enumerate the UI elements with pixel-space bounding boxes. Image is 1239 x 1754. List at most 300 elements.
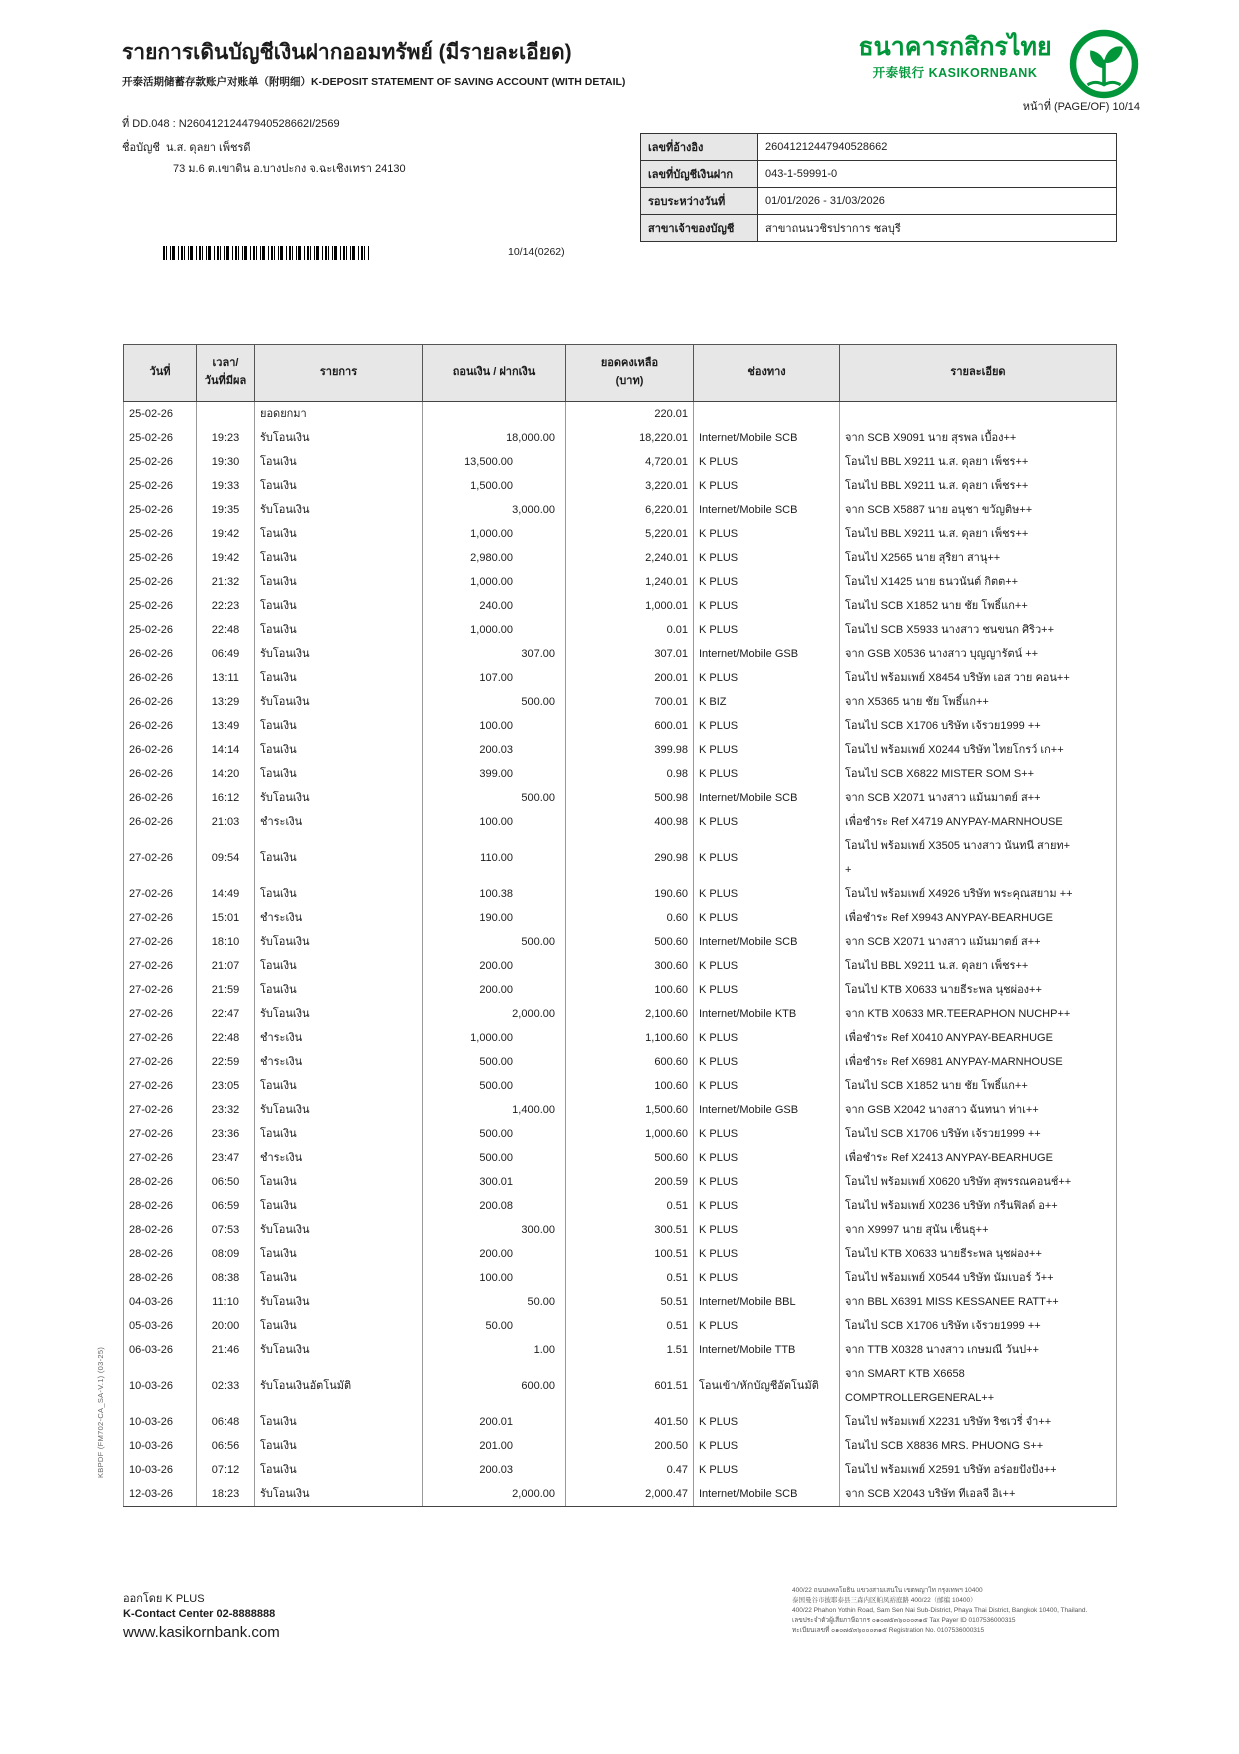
cell-balance: 200.01 [566,666,694,690]
cell-detail: โอนไป BBL X9211 น.ส. ดุลยา เพ็ชร++ [840,522,1117,546]
cell-channel: K PLUS [694,1050,840,1074]
cell-channel: K PLUS [694,906,840,930]
cell-amount: 200.01 [423,1410,566,1434]
col-header-detail: รายละเอียด [840,345,1117,402]
cell-time: 13:49 [197,714,255,738]
cell-transaction-type: รับโอนเงิน [255,930,423,954]
cell-amount: 500.00 [423,690,566,714]
table-row [124,1458,1117,1482]
cell-balance: 100.51 [566,1242,694,1266]
cell-balance: 1.51 [566,1338,694,1362]
table-row [124,834,1117,882]
info-label-reference: เลขที่อ้างอิง [641,134,758,161]
cell-channel: K PLUS [694,666,840,690]
cell-balance: 1,000.60 [566,1122,694,1146]
cell-time: 13:11 [197,666,255,690]
statement-table [123,344,1117,1507]
cell-time: 19:42 [197,546,255,570]
col-header-balance-line2: (บาท) [615,375,644,387]
cell-time: 21:46 [197,1338,255,1362]
table-row [124,786,1117,810]
cell-channel: K PLUS [694,810,840,834]
cell-time: 19:23 [197,426,255,450]
cell-transaction-type: รับโอนเงิน [255,426,423,450]
cell-detail: เพื่อชำระ Ref X9943 ANYPAY-BEARHUGE [840,906,1117,930]
cell-channel: K PLUS [694,834,840,882]
cell-amount: 300.00 [423,1218,566,1242]
cell-transaction-type: รับโอนเงินอัตโนมัติ [255,1362,423,1410]
table-row [124,810,1117,834]
cell-balance: 220.01 [566,402,694,427]
cell-channel: K PLUS [694,1410,840,1434]
cell-channel: K PLUS [694,618,840,642]
cell-time: 02:33 [197,1362,255,1410]
cell-balance: 307.01 [566,642,694,666]
page-subtitle: 开泰活期储蓄存款账户对账单（附明细）K-DEPOSIT STATEMENT OF SAVING ACCOUNT (WITH DETAIL) [122,76,626,88]
cell-transaction-type: โอนเงิน [255,1074,423,1098]
table-row [124,1266,1117,1290]
cell-channel: Internet/Mobile GSB [694,1098,840,1122]
cell-date: 26-02-26 [124,810,197,834]
table-row [124,882,1117,906]
info-row [641,134,1117,161]
account-block [122,138,406,180]
cell-transaction-type: ชำระเงิน [255,810,423,834]
cell-balance: 1,240.01 [566,570,694,594]
info-label-account-no: เลขที่บัญชีเงินฝาก [641,161,758,188]
cell-balance: 399.98 [566,738,694,762]
cell-channel: K PLUS [694,1146,840,1170]
cell-balance: 1,000.01 [566,594,694,618]
info-label-branch: สาขาเจ้าของบัญชี [641,215,758,242]
cell-channel: K PLUS [694,1194,840,1218]
cell-time: 06:50 [197,1170,255,1194]
cell-date: 25-02-26 [124,594,197,618]
cell-transaction-type: รับโอนเงิน [255,1098,423,1122]
table-row [124,1434,1117,1458]
cell-channel: K PLUS [694,762,840,786]
cell-detail: โอนไป พร้อมเพย์ X2231 บริษัท ริชเวรี่ จำ++ [840,1410,1117,1434]
cell-amount: 100.00 [423,810,566,834]
cell-amount: 1.00 [423,1338,566,1362]
cell-time: 22:23 [197,594,255,618]
cell-time: 22:48 [197,1026,255,1050]
cell-time: 09:54 [197,834,255,882]
cell-channel: Internet/Mobile SCB [694,426,840,450]
cell-channel: K PLUS [694,978,840,1002]
cell-date: 27-02-26 [124,954,197,978]
cell-transaction-type: โอนเงิน [255,762,423,786]
cell-time: 06:48 [197,1410,255,1434]
cell-time [197,402,255,427]
cell-detail [840,402,1117,427]
kasikornbank-logo-icon [1068,28,1140,100]
cell-channel: K PLUS [694,474,840,498]
cell-amount [423,402,566,427]
barcode [163,246,369,260]
cell-date: 27-02-26 [124,1050,197,1074]
table-row [124,1122,1117,1146]
cell-date: 27-02-26 [124,978,197,1002]
cell-time: 06:59 [197,1194,255,1218]
table-row [124,1218,1117,1242]
table-row [124,1098,1117,1122]
cell-detail: จาก BBL X6391 MISS KESSANEE RATT++ [840,1290,1117,1314]
cell-date: 27-02-26 [124,1026,197,1050]
table-row [124,1074,1117,1098]
cell-time: 22:59 [197,1050,255,1074]
table-row [124,1170,1117,1194]
cell-detail: โอนไป พร้อมเพย์ X8454 บริษัท เอส วาย คอน++ [840,666,1117,690]
cell-channel: K PLUS [694,1458,840,1482]
cell-balance: 200.50 [566,1434,694,1458]
cell-time: 14:49 [197,882,255,906]
cell-amount: 240.00 [423,594,566,618]
cell-transaction-type: โอนเงิน [255,594,423,618]
info-row [641,188,1117,215]
cell-time: 23:32 [197,1098,255,1122]
cell-amount: 1,000.00 [423,522,566,546]
cell-date: 10-03-26 [124,1458,197,1482]
col-header-type: รายการ [255,345,423,402]
cell-channel: K PLUS [694,1122,840,1146]
cell-amount: 13,500.00 [423,450,566,474]
cell-detail: จาก SCB X2071 นางสาว แม้นมาตย์ ส++ [840,786,1117,810]
cell-date: 10-03-26 [124,1434,197,1458]
cell-detail: โอนไป พร้อมเพย์ X3505 นางสาว นันทนี สายท+ + [840,834,1117,882]
cell-transaction-type: โอนเงิน [255,570,423,594]
page-number: หน้าที่ (PAGE/OF) 10/14 [1022,101,1140,113]
cell-date: 27-02-26 [124,930,197,954]
cell-time: 21:32 [197,570,255,594]
cell-channel: K PLUS [694,882,840,906]
cell-channel: K PLUS [694,738,840,762]
cell-date: 06-03-26 [124,1338,197,1362]
table-row [124,618,1117,642]
cell-balance: 0.47 [566,1458,694,1482]
cell-amount: 18,000.00 [423,426,566,450]
table-row [124,1050,1117,1074]
cell-time: 19:30 [197,450,255,474]
cell-amount: 100.38 [423,882,566,906]
cell-amount: 200.03 [423,1458,566,1482]
cell-detail: เพื่อชำระ Ref X6981 ANYPAY-MARNHOUSE [840,1050,1117,1074]
cell-channel: Internet/Mobile SCB [694,930,840,954]
cell-channel: K PLUS [694,1218,840,1242]
cell-amount: 1,000.00 [423,618,566,642]
cell-transaction-type: รับโอนเงิน [255,1002,423,1026]
cell-amount: 1,000.00 [423,1026,566,1050]
cell-balance: 2,240.01 [566,546,694,570]
cell-detail: โอนไป BBL X9211 น.ส. ดุลยา เพ็ชร++ [840,474,1117,498]
cell-time: 19:42 [197,522,255,546]
bank-name-block [852,28,1058,81]
cell-channel [694,402,840,427]
table-row [124,1146,1117,1170]
cell-date: 28-02-26 [124,1242,197,1266]
cell-channel: โอนเข้า/หักบัญชีอัตโนมัติ [694,1362,840,1410]
cell-detail: จาก SCB X9091 นาย สุรพล เบื้อง++ [840,426,1117,450]
info-value-reference: 26041212447940528662 [758,134,1117,161]
cell-amount: 100.00 [423,1266,566,1290]
table-row [124,1242,1117,1266]
cell-balance: 600.01 [566,714,694,738]
cell-date: 27-02-26 [124,1098,197,1122]
table-row [124,546,1117,570]
cell-transaction-type: ชำระเงิน [255,1146,423,1170]
cell-date: 26-02-26 [124,666,197,690]
cell-balance: 200.59 [566,1170,694,1194]
cell-amount: 200.00 [423,1242,566,1266]
cell-amount: 200.00 [423,978,566,1002]
cell-amount: 2,000.00 [423,1482,566,1507]
cell-time: 07:53 [197,1218,255,1242]
cell-date: 27-02-26 [124,1002,197,1026]
cell-transaction-type: โอนเงิน [255,1122,423,1146]
cell-amount: 107.00 [423,666,566,690]
cell-amount: 500.00 [423,1074,566,1098]
cell-amount: 500.00 [423,1122,566,1146]
cell-channel: Internet/Mobile KTB [694,1002,840,1026]
cell-time: 14:14 [197,738,255,762]
table-row [124,1026,1117,1050]
account-name: น.ส. ดุลยา เพ็ชรดี [166,142,251,154]
account-info-box [640,133,1117,242]
cell-detail: โอนไป KTB X0633 นายธีระพล นุชผ่อง++ [840,1242,1117,1266]
table-row [124,1362,1117,1410]
col-header-date: วันที่ [124,345,197,402]
cell-balance: 50.51 [566,1290,694,1314]
table-row [124,642,1117,666]
cell-date: 25-02-26 [124,426,197,450]
cell-balance: 5,220.01 [566,522,694,546]
header-title-block [122,36,742,89]
cell-date: 28-02-26 [124,1170,197,1194]
table-row [124,1338,1117,1362]
cell-date: 25-02-26 [124,450,197,474]
cell-transaction-type: โอนเงิน [255,1434,423,1458]
col-header-balance-line1: ยอดคงเหลือ [600,357,659,370]
table-row [124,1482,1117,1507]
table-row [124,666,1117,690]
account-name-label: ชื่อบัญชี [122,142,160,154]
cell-detail: จาก GSB X2042 นางสาว ฉันทนา ท่าเ++ [840,1098,1117,1122]
cell-time: 06:49 [197,642,255,666]
cell-time: 11:10 [197,1290,255,1314]
table-row [124,714,1117,738]
cell-time: 23:36 [197,1122,255,1146]
cell-channel: K PLUS [694,1074,840,1098]
col-header-time-line2: วันที่มีผล [204,375,247,387]
cell-time: 20:00 [197,1314,255,1338]
cell-time: 18:23 [197,1482,255,1507]
info-row [641,161,1117,188]
cell-amount: 1,400.00 [423,1098,566,1122]
cell-transaction-type: โอนเงิน [255,1194,423,1218]
cell-amount: 3,000.00 [423,498,566,522]
cell-date: 26-02-26 [124,642,197,666]
cell-date: 05-03-26 [124,1314,197,1338]
cell-amount: 200.08 [423,1194,566,1218]
cell-detail: เพื่อชำระ Ref X4719 ANYPAY-MARNHOUSE [840,810,1117,834]
cell-time: 23:47 [197,1146,255,1170]
cell-date: 26-02-26 [124,690,197,714]
cell-balance: 0.01 [566,618,694,642]
table-row [124,930,1117,954]
table-row [124,738,1117,762]
cell-detail: โอนไป พร้อมเพย์ X4926 บริษัท พระคุณสยาม ++ [840,882,1117,906]
cell-date: 25-02-26 [124,498,197,522]
cell-detail: โอนไป SCB X1706 บริษัท เจ้รวย1999 ++ [840,1314,1117,1338]
issued-by: ออกโดย K PLUS [123,1593,205,1605]
cell-amount: 100.00 [423,714,566,738]
cell-date: 12-03-26 [124,1482,197,1507]
cell-date: 27-02-26 [124,882,197,906]
cell-balance: 2,100.60 [566,1002,694,1026]
table-row [124,762,1117,786]
cell-channel: K PLUS [694,570,840,594]
cell-transaction-type: โอนเงิน [255,618,423,642]
cell-channel: K PLUS [694,1170,840,1194]
cell-amount: 399.00 [423,762,566,786]
cell-detail: จาก TTB X0328 นางสาว เกษมณี วันป++ [840,1338,1117,1362]
cell-balance: 700.01 [566,690,694,714]
cell-transaction-type: โอนเงิน [255,882,423,906]
cell-detail: เพื่อชำระ Ref X2413 ANYPAY-BEARHUGE [840,1146,1117,1170]
cell-amount: 110.00 [423,834,566,882]
cell-balance: 0.60 [566,906,694,930]
cell-time: 13:29 [197,690,255,714]
info-value-account-no: 043-1-59991-0 [758,161,1117,188]
cell-channel: K PLUS [694,522,840,546]
cell-time: 15:01 [197,906,255,930]
cell-detail: โอนไป X1425 นาย ธนวนันต์ กิตต++ [840,570,1117,594]
cell-date: 26-02-26 [124,714,197,738]
cell-balance: 6,220.01 [566,498,694,522]
cell-transaction-type: รับโอนเงิน [255,1218,423,1242]
cell-balance: 0.51 [566,1266,694,1290]
cell-transaction-type: ชำระเงิน [255,1026,423,1050]
cell-date: 27-02-26 [124,1122,197,1146]
cell-date: 10-03-26 [124,1362,197,1410]
info-label-period: รอบระหว่างวันที่ [641,188,758,215]
cell-amount: 600.00 [423,1362,566,1410]
table-row [124,594,1117,618]
page-title: รายการเดินบัญชีเงินฝากออมทรัพย์ (มีรายละเอียด) [122,41,572,64]
cell-balance: 3,220.01 [566,474,694,498]
cell-transaction-type: รับโอนเงิน [255,786,423,810]
cell-amount: 201.00 [423,1434,566,1458]
cell-balance: 100.60 [566,1074,694,1098]
cell-channel: Internet/Mobile BBL [694,1290,840,1314]
cell-date: 25-02-26 [124,618,197,642]
cell-balance: 0.51 [566,1194,694,1218]
cell-amount: 500.00 [423,930,566,954]
table-row [124,402,1117,427]
cell-channel: Internet/Mobile SCB [694,498,840,522]
cell-balance: 4,720.01 [566,450,694,474]
cell-balance: 400.98 [566,810,694,834]
cell-transaction-type: ชำระเงิน [255,906,423,930]
cell-balance: 500.60 [566,1146,694,1170]
col-header-channel: ช่องทาง [694,345,840,402]
cell-time: 14:20 [197,762,255,786]
cell-channel: Internet/Mobile TTB [694,1338,840,1362]
cell-transaction-type: โอนเงิน [255,834,423,882]
cell-detail: จาก KTB X0633 MR.TEERAPHON NUCHP++ [840,1002,1117,1026]
cell-time: 21:07 [197,954,255,978]
cell-amount: 2,000.00 [423,1002,566,1026]
table-row [124,690,1117,714]
barcode-label: 10/14(0262) [508,246,565,258]
cell-time: 22:47 [197,1002,255,1026]
cell-channel: K PLUS [694,954,840,978]
cell-transaction-type: รับโอนเงิน [255,1338,423,1362]
cell-transaction-type: โอนเงิน [255,1242,423,1266]
cell-date: 26-02-26 [124,738,197,762]
cell-transaction-type: โอนเงิน [255,978,423,1002]
cell-time: 23:05 [197,1074,255,1098]
cell-balance: 190.60 [566,882,694,906]
col-header-balance [566,345,694,402]
cell-transaction-type: โอนเงิน [255,546,423,570]
cell-transaction-type: โอนเงิน [255,522,423,546]
info-value-period: 01/01/2026 - 31/03/2026 [758,188,1117,215]
cell-channel: K PLUS [694,714,840,738]
table-row [124,450,1117,474]
col-header-time-line1: เวลา/ [212,357,239,370]
cell-transaction-type: รับโอนเงิน [255,1482,423,1507]
table-row [124,426,1117,450]
cell-channel: Internet/Mobile SCB [694,786,840,810]
table-row [124,1002,1117,1026]
cell-amount: 500.00 [423,1050,566,1074]
contact-center: K-Contact Center 02-8888888 [123,1608,276,1620]
cell-channel: K PLUS [694,1266,840,1290]
cell-transaction-type: โอนเงิน [255,474,423,498]
cell-transaction-type: ชำระเงิน [255,1050,423,1074]
cell-transaction-type: โอนเงิน [255,1314,423,1338]
cell-amount: 307.00 [423,642,566,666]
cell-detail: โอนไป SCB X1706 บริษัท เจ้รวย1999 ++ [840,714,1117,738]
cell-channel: K PLUS [694,1026,840,1050]
cell-balance: 600.60 [566,1050,694,1074]
cell-channel: K BIZ [694,690,840,714]
cell-transaction-type: โอนเงิน [255,666,423,690]
cell-time: 08:09 [197,1242,255,1266]
table-row [124,498,1117,522]
bank-name-en: 开泰银行 KASIKORNBANK [872,66,1038,81]
cell-time: 07:12 [197,1458,255,1482]
cell-balance: 2,000.47 [566,1482,694,1507]
footer-bank-address: 400/22 ถนนพหลโยธิน แขวงสามเสนใน เขตพญาไท กรุงเทพฯ 10400 泰国曼谷市披耶泰县三森内区帕凤裕庭路 400/22（邮编 10400） 400/22 Phahon Yothin Road, Sam Sen Nai Sub-District, Phaya Thai District, Bangkok 10400, Thailand. เลขประจำตัวผู้เสียภาษีอากร ๐๑๐๗๕๓๖๐๐๐๓๑๕ Tax Payer ID 0107536000315 ทะเบียนเลขที่ ๐๑๐๗๕๓๖๐๐๐๓๑๕ Registration No. 0107536000315 [792,1587,1088,1634]
cell-date: 25-02-26 [124,546,197,570]
cell-balance: 0.98 [566,762,694,786]
cell-date: 28-02-26 [124,1218,197,1242]
cell-date: 26-02-26 [124,786,197,810]
cell-detail: โอนไป พร้อมเพย์ X2591 บริษัท อร่อยปังปัง++ [840,1458,1117,1482]
col-header-time [197,345,255,402]
cell-date: 27-02-26 [124,1074,197,1098]
form-code-vertical-label: KBPDF (FM702-CA_SA-V.1) (03-25) [96,1346,105,1478]
cell-amount: 50.00 [423,1290,566,1314]
cell-amount: 300.01 [423,1170,566,1194]
cell-transaction-type: ยอดยกมา [255,402,423,427]
cell-transaction-type: โอนเงิน [255,738,423,762]
cell-channel: K PLUS [694,594,840,618]
cell-transaction-type: โอนเงิน [255,450,423,474]
cell-amount: 2,980.00 [423,546,566,570]
